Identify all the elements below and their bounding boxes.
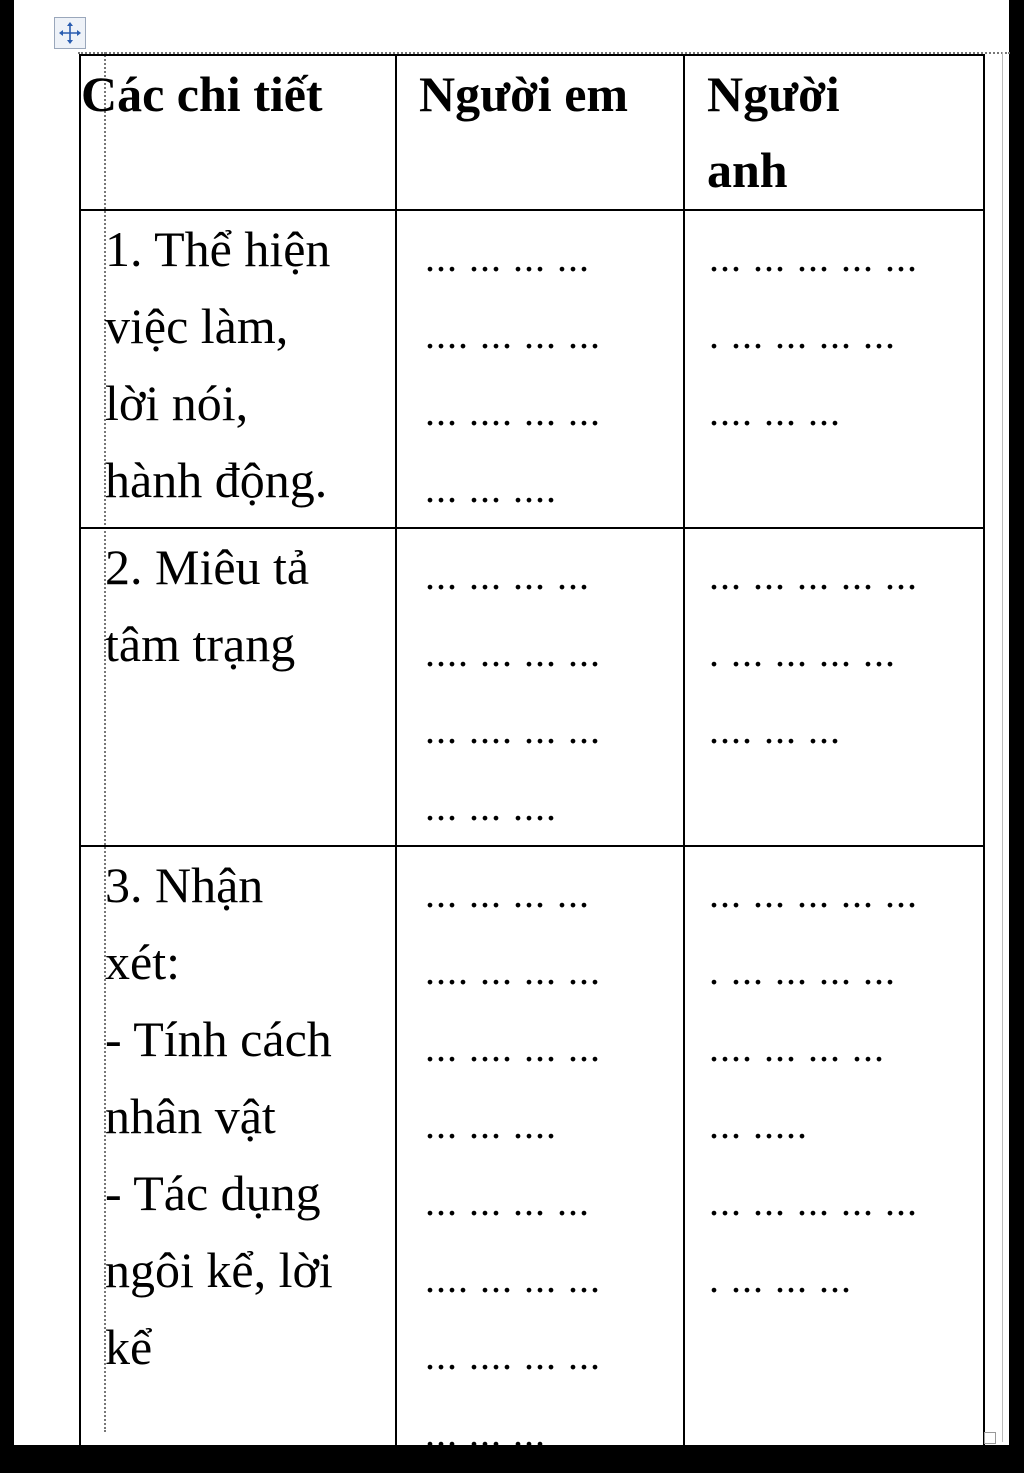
- blank-dotted-lines: ... ... ... ... .... ... ... ... ... .... ... ... ... ... ....: [425, 553, 601, 829]
- header-younger-brother-text: Người em: [419, 66, 629, 122]
- header-cell-older-brother[interactable]: [684, 55, 984, 210]
- move-arrows-icon: [58, 21, 82, 45]
- blank-dotted-lines: ... ... ... ... ... . ... ... ... ... .... ... ...: [709, 235, 918, 434]
- older-brother-cell[interactable]: [684, 528, 984, 846]
- row-label-cell[interactable]: [80, 210, 396, 528]
- comparison-table[interactable]: [79, 54, 985, 1473]
- younger-brother-cell[interactable]: [396, 528, 684, 846]
- row-label-text: 3. Nhận xét: - Tính cách nhân vật - Tác dụng ngôi kể, lời kể: [105, 857, 333, 1375]
- page-right-edge: [1002, 52, 1003, 1442]
- younger-brother-cell[interactable]: [396, 210, 684, 528]
- row-label-text: 2. Miêu tả tâm trạng: [105, 539, 310, 672]
- blank-dotted-lines: ... ... ... ... ... . ... ... ... ... .... ... ... ... ... ..... ... ... ... ... ... . ... ... ...: [709, 871, 918, 1301]
- header-cell-younger-brother[interactable]: [396, 55, 684, 210]
- older-brother-cell[interactable]: [684, 210, 984, 528]
- blank-dotted-lines: ... ... ... ... .... ... ... ... ... .... ... ... ... ... ....: [425, 235, 601, 511]
- table-header-row: [80, 55, 984, 210]
- table-row: [80, 528, 984, 846]
- header-older-brother-text: Người anh: [707, 66, 840, 198]
- header-cell-details[interactable]: [80, 55, 396, 210]
- table-row: [80, 210, 984, 528]
- older-brother-cell[interactable]: [684, 846, 984, 1472]
- row-label-text: 1. Thể hiện việc làm, lời nói, hành động.: [105, 221, 331, 508]
- table-move-handle[interactable]: [54, 17, 86, 49]
- younger-brother-cell[interactable]: [396, 846, 684, 1472]
- blank-dotted-lines: ... ... ... ... ... . ... ... ... ... .... ... ...: [709, 553, 918, 752]
- table-row: [80, 846, 984, 1472]
- row-label-cell[interactable]: [80, 846, 396, 1472]
- header-details-text: Các chi tiết: [81, 66, 323, 122]
- table-resize-handle[interactable]: [984, 1432, 996, 1444]
- row-label-cell[interactable]: [80, 528, 396, 846]
- blank-dotted-lines: ... ... ... ... .... ... ... ... ... .... ... ... ... ... .... ... ... ... ... .... ... ... ... ... .... ... ... ... ... ...: [425, 871, 601, 1455]
